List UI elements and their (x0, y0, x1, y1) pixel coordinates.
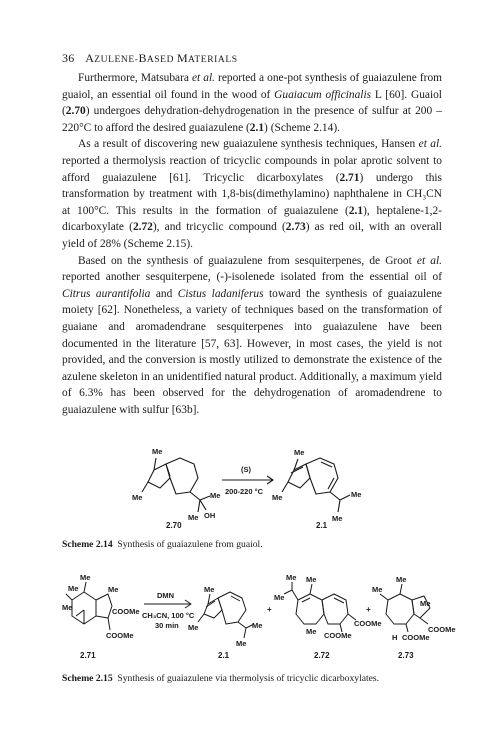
running-header (62, 51, 238, 66)
text-run: reported a one-pot synthesis of guaiazulene from guaiol, an essential oil found in the wood of (62, 72, 442, 101)
compound-label-2-1: 2.1 (316, 521, 328, 530)
compound-ref: 2.73 (285, 221, 306, 234)
me-label: Me (396, 575, 407, 584)
coome-label: COOMe (324, 631, 352, 640)
me-label: Me (351, 490, 362, 499)
compound-ref: 2.1 (348, 204, 364, 217)
paragraph (62, 253, 442, 419)
me-label: Me (236, 639, 247, 648)
me-label: Me (372, 585, 383, 594)
running-title: AZULENE-BASED MATERIALS (85, 51, 238, 65)
oh-label: OH (204, 511, 216, 520)
text-run: reported another sesquiterpene, (-)-isolenede isolated from the essential oil of (62, 271, 442, 284)
text-run: ), and tricyclic compound ( (152, 221, 286, 234)
compound-label-2-70: 2.70 (166, 521, 182, 530)
compound-label-2-73: 2.73 (398, 651, 414, 660)
me-label: Me (274, 593, 285, 602)
me-label: Me (68, 584, 79, 593)
me-label: Me (188, 623, 199, 632)
conditions-label: CH₃CN, 100 °C (142, 611, 195, 620)
coome-label: COOMe (354, 619, 382, 628)
me-label: Me (62, 603, 73, 612)
compound-ref: 2.70 (65, 105, 86, 118)
coome-label: COOMe (402, 633, 430, 642)
italic-run: Cistus ladaniferus (177, 287, 264, 300)
paragraph (62, 136, 442, 252)
me-label: Me (294, 448, 305, 457)
text-run: reported a thermolysis reaction of tricyclic compounds in polar aprotic solvent to afford guaiazulene [61]. Tricyclic dicarboxylates ( (62, 154, 442, 184)
compound-label-2-72: 2.72 (314, 651, 330, 660)
text-run: ), heptalene-1,2-dicarboxylate ( (62, 204, 442, 234)
scheme-2-15-caption: Scheme 2.15 Synthesis of guaiazulene via thermolysis of tricyclic dicarboxylates. (62, 673, 380, 684)
reagent-label: (S) (241, 465, 251, 474)
italic-run: Guaiacum officinalis (274, 88, 372, 101)
text-run: ) as red oil, with an overall yield of 28% (Scheme 2.15). (62, 221, 442, 250)
compound-ref: 2.1 (249, 121, 265, 134)
me-label: Me (80, 573, 91, 582)
coome-label: COOMe (428, 625, 456, 634)
me-label: Me (152, 447, 163, 456)
compound-ref: 2.71 (339, 171, 360, 184)
me-label: Me (132, 493, 143, 502)
h-label: H (392, 633, 398, 642)
text-run: ) undergo this transformation by treatment with 1,8-bis(dimethylamino) naphthalene in CH₃CN at 100°C. This results in the formation of guaiazulene ( (62, 171, 442, 217)
me-label: Me (286, 573, 297, 582)
me-label: Me (306, 575, 317, 584)
me-label: Me (332, 514, 343, 523)
me-label: Me (272, 493, 283, 502)
italic-run: et al. (191, 72, 215, 84)
body-text (62, 70, 442, 418)
coome-label: COOMe (112, 607, 140, 616)
me-label: Me (108, 585, 119, 594)
text-run: As a result of discovering new guaiazulene synthesis techniques, Hansen (78, 138, 419, 151)
paragraph (62, 70, 442, 136)
text-run: ) (Scheme 2.14). (264, 121, 340, 134)
scheme-2-15-diagram (62, 570, 462, 662)
text-run: L [60]. Guaiol ( (62, 88, 442, 118)
scheme-2-14-diagram (130, 440, 370, 530)
me-label: Me (252, 621, 263, 630)
me-label: Me (210, 491, 221, 500)
plus-sign: + (267, 605, 272, 614)
conditions-label: 200-220 °C (225, 487, 264, 496)
compound-label-2-1: 2.1 (218, 651, 230, 660)
italic-run: et al. (416, 254, 442, 267)
text-run: Furthermore, Matsubara (78, 72, 192, 84)
page-number: 36 (62, 51, 75, 65)
me-label: Me (204, 585, 215, 594)
me-label: Me (420, 599, 431, 608)
text-run: ) undergoes dehydration-dehydrogenation in the presence of sulfur at 200 – 220°C to afford the desired guaiazulene ( (62, 105, 442, 134)
compound-ref: 2.72 (132, 221, 153, 234)
reagent-label: DMN (157, 591, 175, 600)
text-run: and (150, 287, 178, 300)
italic-run: Citrus aurantifolia (62, 287, 151, 300)
me-label: Me (188, 513, 199, 522)
italic-run: et al. (418, 138, 442, 151)
coome-label: COOMe (106, 631, 134, 640)
conditions-label: 30 min (155, 621, 179, 630)
plus-sign: + (366, 605, 371, 614)
scheme-2-14-caption: Scheme 2.14 Synthesis of guaiazulene from guaiol. (62, 539, 263, 550)
compound-label-2-71: 2.71 (80, 651, 96, 660)
text-run: Based on the synthesis of guaiazulene from sesquiterpenes, de Groot (78, 254, 417, 267)
text-run: toward the synthesis of guaiazulene moiety [62]. Nonetheless, a variety of techniques based on the transformation of guaiane and aromadendrane sesquiterpenes into guaiazulene have been documented in the literature [57, 63]. However, in most cases, the yield is not provided, and the conversion is mostly utilized to demonstrate the existence of the azulene skeleton in an unidentified natural product. Additionally, a maximum yield of 6.3% has been observed for the dehydrogenation of aromadendrene to guaiazulene with sulfur [63b]. (62, 287, 442, 416)
me-label: Me (306, 627, 317, 636)
